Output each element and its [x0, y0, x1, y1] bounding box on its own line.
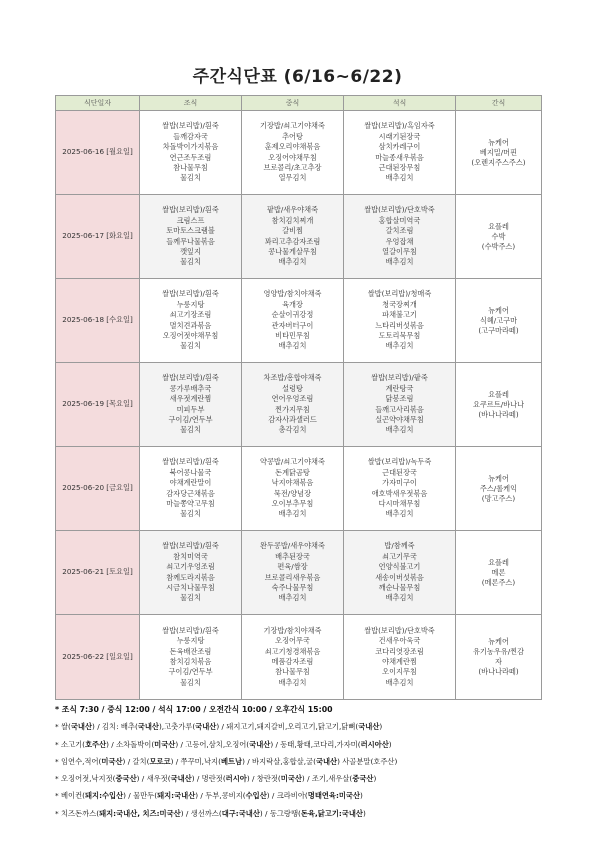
origin-text: ) 사골분말(호주산)	[337, 756, 398, 766]
breakfast-cell	[140, 531, 242, 615]
menu-item: 쌀밥(보리밥)/단호박죽	[364, 205, 435, 215]
menu-item: 누룽지탕	[176, 636, 205, 646]
origin-text: * 오징어젓,낙지젓(	[55, 774, 116, 784]
menu-item: 실곤약야채무침	[375, 414, 424, 424]
origin-country: 국내산	[137, 722, 159, 732]
menu-item: 팥밥/새우야채죽	[266, 205, 319, 215]
breakfast-cell	[140, 447, 242, 531]
origin-line	[55, 753, 555, 770]
menu-item: 배추김치	[278, 509, 307, 519]
menu-item: 청국장찌개	[382, 299, 417, 309]
menu-item: 감자사과샐러드	[268, 414, 317, 424]
snack-cell	[456, 363, 542, 447]
menu-item: 근대된장무침	[378, 162, 421, 172]
origin-line	[55, 736, 555, 753]
menu-item: 갈비찜	[282, 226, 303, 236]
origin-country: 미국산	[280, 774, 302, 784]
dinner-cell	[344, 615, 456, 700]
dinner-cell	[344, 111, 456, 195]
table-row	[56, 195, 542, 279]
origin-country: 국내산	[195, 722, 217, 732]
header-dinner: 석식	[344, 96, 456, 111]
menu-item: 쇠고기장조림	[169, 310, 212, 320]
menu-item: 물김치	[180, 341, 201, 351]
menu-item: 참나물무침	[275, 667, 310, 677]
menu-item: 쌀밥(보리밥)/청매죽	[367, 289, 432, 299]
origin-text: ) / 동태,황태,코다리,가자미(	[270, 739, 361, 749]
menu-item: 들깨감자국	[173, 131, 208, 141]
menu-item: 오이부추무침	[271, 498, 314, 508]
origin-country: 돼지:국내산	[157, 791, 196, 801]
origin-text: ) / 생선까스(	[180, 808, 222, 818]
menu-item: 요플레	[488, 221, 509, 231]
menu-item: 완두콩밥/새우야채죽	[260, 541, 325, 551]
menu-item: 육개장	[282, 299, 303, 309]
menu-item: 오징어무국	[275, 636, 310, 646]
menu-item: 들깨고사리볶음	[375, 404, 424, 414]
menu-item: 쌀밥(보리밥)/흰죽	[162, 541, 219, 551]
menu-item: 참께도라지볶음	[166, 572, 215, 582]
menu-item: 배추김치	[385, 425, 414, 435]
menu-item: 차돌박이가지볶음	[162, 142, 219, 152]
menu-item: (고구마라떼)	[478, 325, 519, 335]
origin-text: ),고춧가루(	[158, 722, 196, 732]
menu-item: 참치김치찌개	[271, 215, 314, 225]
menu-item: 닭봉조림	[385, 394, 414, 404]
menu-item: 쌀밥(보리밥)/팥죽	[371, 373, 428, 383]
menu-item: 다시마채무침	[378, 498, 421, 508]
menu-item: 도토리묵무침	[378, 330, 421, 340]
origin-line	[55, 718, 555, 735]
menu-item: 관자버터구이	[271, 320, 314, 330]
menu-item: 배추김치	[278, 341, 307, 351]
menu-item: 참치김치볶음	[169, 657, 212, 666]
menu-item: 기장밥/쇠고기야채죽	[260, 121, 325, 131]
header-snack: 간식	[456, 96, 542, 111]
menu-item: 애호박새우젓볶음	[371, 488, 428, 498]
menu-item: 배추김치	[385, 677, 414, 687]
menu-item: 들께무나물볶음	[166, 236, 215, 246]
snack-cell	[456, 279, 542, 363]
menu-item: 물김치	[180, 593, 201, 603]
menu-item: 코다리엿장조림	[375, 646, 424, 656]
origin-text: * 베이컨(	[55, 791, 85, 801]
date-cell: 2025-06-22 [일요일]	[56, 615, 140, 700]
menu-item: (메론주스)	[481, 577, 516, 587]
origin-country: 베트남	[220, 756, 243, 766]
menu-item: 누룽지탕	[176, 299, 205, 309]
origin-country: 명태연육:미국산	[307, 791, 361, 801]
origin-text: ) / 고등어,삼치,오징어(	[175, 739, 250, 749]
menu-item: 배추김치	[385, 509, 414, 519]
menu-item: 쇠고기우엉조림	[166, 562, 215, 572]
lunch-cell	[242, 195, 344, 279]
breakfast-cell	[140, 195, 242, 279]
origin-country: 중국산	[352, 774, 374, 784]
menu-item: 근대된장국	[382, 467, 417, 477]
menu-item: 홍합살미역국	[378, 215, 421, 225]
menu-item: 훈제오리야채볶음	[264, 142, 321, 152]
menu-item: 추어탕	[282, 131, 303, 141]
menu-item: 콩나물게살무침	[268, 246, 317, 256]
menu-item: 구이김/연두부	[168, 667, 213, 677]
menu-item: 요플레	[488, 389, 509, 399]
menu-item: (망고주스)	[481, 493, 516, 503]
origin-country: 대구:국내산	[221, 808, 260, 818]
menu-item: 낙지야채볶음	[271, 478, 314, 488]
header-lunch: 중식	[242, 96, 344, 111]
origin-text: )	[373, 774, 377, 784]
date-cell: 2025-06-19 [목요일]	[56, 363, 140, 447]
menu-item: 꽈리고추감자조림	[264, 236, 321, 246]
header-breakfast: 조식	[140, 96, 242, 111]
menu-item: 순살이귀강정	[271, 310, 314, 320]
origin-country: 국내산	[70, 722, 93, 732]
menu-item: 오징어야채무침	[268, 152, 317, 162]
snack-cell	[456, 447, 542, 531]
origin-country: 돼지:수입산	[84, 791, 124, 801]
menu-item: 쌀밥(보리밥)/흰죽	[162, 457, 219, 467]
menu-item: 뉴케어	[488, 305, 509, 315]
menu-item: 우엉잡채	[385, 236, 414, 246]
menu-item: 물김치	[180, 509, 201, 519]
origin-text: ) / 쭈꾸미,낙지(	[170, 756, 221, 766]
origin-country: 호주산	[84, 739, 107, 749]
origin-text: ) / 두부,콩비지(	[195, 791, 246, 801]
lunch-cell	[242, 363, 344, 447]
snack-cell	[456, 531, 542, 615]
menu-item: 뉴케어	[488, 137, 509, 147]
menu-item: 식혜/고구마	[479, 315, 518, 325]
origin-line	[55, 805, 555, 822]
origin-text: ) / 조기,새우살(	[301, 774, 353, 784]
menu-item: 파채불고기	[382, 310, 417, 320]
date-cell: 2025-06-17 [화요일]	[56, 195, 140, 279]
menu-item: 영양밥/참치야채죽	[263, 289, 322, 299]
menu-item: 브로콜리새우볶음	[264, 572, 321, 582]
menu-item: 열갈이무침	[382, 246, 417, 256]
menu-item: 깻잎지	[180, 246, 201, 256]
menu-item: 배추된장국	[275, 551, 310, 561]
origin-country: 돈육,닭고기:국내산	[300, 808, 363, 818]
snack-cell	[456, 111, 542, 195]
menu-item: 구이김/연두부	[168, 414, 213, 424]
origin-text: ) / 갈치(	[122, 756, 150, 766]
menu-item: 물김치	[180, 425, 201, 435]
dinner-cell	[344, 195, 456, 279]
menu-item: 새송이버섯볶음	[375, 572, 424, 582]
origin-text: )	[360, 791, 363, 801]
menu-item: 시래기된장국	[378, 131, 421, 141]
table-row	[56, 279, 542, 363]
table-header-row	[56, 96, 542, 111]
menu-item: 자	[495, 657, 502, 666]
menu-item: 주스/롤케익	[479, 483, 518, 493]
menu-item: (바나나라떼)	[478, 409, 519, 419]
menu-item: 베지밀/머핀	[479, 147, 518, 157]
origin-text: )	[388, 739, 392, 749]
menu-item: 배추김치	[385, 341, 414, 351]
menu-item: 마늘종새우볶음	[375, 152, 424, 162]
header-date: 식단일자	[56, 96, 140, 111]
origin-country: 수입산	[245, 791, 267, 801]
menu-item: 시금치나물무침	[166, 582, 215, 592]
origin-text: ) / 동그랑땡(	[259, 808, 301, 818]
origin-country: 러시아	[225, 774, 247, 784]
menu-item: 묵전/양념장	[273, 488, 312, 498]
table-row	[56, 531, 542, 615]
table-row	[56, 447, 542, 531]
breakfast-cell	[140, 279, 242, 363]
menu-item: 배추김치	[278, 593, 307, 603]
menu-item: 약콩밥/쇠고기야채죽	[260, 457, 325, 467]
dinner-cell	[344, 363, 456, 447]
menu-item: 설렁탕	[282, 383, 303, 393]
menu-item: 건새우아욱국	[378, 636, 421, 646]
origin-text: * 쌀(	[55, 722, 71, 732]
menu-item: 언양식불고기	[378, 562, 421, 572]
menu-item: 수박	[491, 231, 506, 241]
menu-item: 계란탕국	[385, 383, 414, 393]
dinner-cell	[344, 447, 456, 531]
menu-item: 배추김치	[385, 593, 414, 603]
menu-item: 토마토스크램블	[166, 226, 215, 236]
menu-item: 돈계닭곰탕	[275, 467, 310, 477]
menu-item: 연근조두조림	[169, 152, 212, 162]
lunch-cell	[242, 615, 344, 700]
menu-item: 비타민무침	[275, 330, 310, 340]
origin-text: ) / 소차돌박이(	[106, 739, 155, 749]
menu-item: 쌀밥(보리밥)/단호박죽	[364, 625, 435, 635]
menu-item: 참나물무침	[173, 162, 208, 172]
lunch-cell	[242, 111, 344, 195]
origin-text: * 치즈돈까스(	[55, 808, 100, 818]
origin-list	[55, 718, 555, 822]
menu-item: 야채계란찜	[382, 657, 417, 666]
menu-item: 쌀밥(보리밥)/흑임자죽	[364, 121, 435, 131]
origin-text: ) / 크라비아(	[266, 791, 308, 801]
origin-text: ) / 돼지고기,돼지갈비,오리고기,닭고기,닭뼈(	[216, 722, 359, 732]
meal-times: * 조식 7:30 / 중식 12:00 / 석식 17:00 / 오전간식 10:00 / 오후간식 15:00	[55, 705, 333, 714]
menu-item: 배추김치	[278, 677, 307, 687]
snack-cell	[456, 615, 542, 700]
menu-item: 가자미구이	[382, 478, 417, 488]
menu-item: 브로콜리/초고추장	[263, 162, 322, 172]
menu-item: 메론	[491, 567, 506, 577]
origin-country: 국내산	[315, 756, 338, 766]
origin-text: ) / 새우젓(	[136, 774, 171, 784]
date-cell: 2025-06-20 [금요일]	[56, 447, 140, 531]
weekly-menu-table	[55, 95, 542, 700]
menu-item: 삼치카레구이	[378, 142, 421, 152]
menu-item: 유기농우유/찐감	[472, 647, 525, 656]
menu-item: 연어우엉조림	[271, 394, 314, 404]
menu-item: 쌀밥(보리밥)/흰죽	[162, 625, 219, 635]
origin-country: 국내산	[358, 722, 380, 732]
menu-item: 물김치	[180, 677, 201, 687]
origin-country: 미국산	[101, 756, 123, 766]
origin-text: * 소고기(	[55, 739, 85, 749]
date-cell: 2025-06-18 [수요일]	[56, 279, 140, 363]
date-cell: 2025-06-21 [토요일]	[56, 531, 140, 615]
menu-item: 배추김치	[385, 257, 414, 267]
origin-country: 모로코	[149, 756, 171, 766]
breakfast-cell	[140, 111, 242, 195]
origin-country: 러시아산	[360, 739, 389, 749]
menu-item: 오이지무침	[382, 667, 417, 677]
menu-item: 느타리버섯볶음	[375, 320, 424, 330]
origin-text: ) / 창란젓(	[246, 774, 281, 784]
table-row	[56, 111, 542, 195]
origin-text: * 임연수,적어(	[55, 756, 102, 766]
menu-item: 밥/참께죽	[384, 541, 415, 551]
menu-item: 콩가루배추국	[169, 383, 212, 393]
origin-country: 중국산	[115, 774, 137, 784]
dinner-cell	[344, 279, 456, 363]
menu-item: 돈육배잔조림	[169, 646, 212, 656]
breakfast-cell	[140, 363, 242, 447]
menu-item: 새우젓계란찜	[169, 394, 212, 404]
menu-item: 갈치조림	[385, 226, 414, 236]
menu-item: 쌀밥(보리밥)/녹두죽	[367, 457, 432, 467]
origin-line	[55, 787, 555, 804]
origin-text: )	[362, 808, 366, 818]
menu-item: 크림스프	[176, 215, 205, 225]
menu-item: 멸치견과볶음	[169, 320, 212, 330]
menu-item: 기장밥/참치야채죽	[263, 625, 322, 635]
menu-item: 요플레	[488, 557, 509, 567]
origin-line	[55, 770, 555, 787]
notes-section	[55, 701, 555, 822]
menu-item: 쌀밥(보리밥)/흰죽	[162, 289, 219, 299]
origin-country: 미국산	[154, 739, 176, 749]
table-row	[56, 363, 542, 447]
menu-item: 차조밥/흥합야채죽	[263, 373, 322, 383]
origin-text: ) / 물만두(	[123, 791, 158, 801]
origin-text: ) / 바지락살,홍합살,굴(	[242, 756, 316, 766]
menu-item: 감자당근채볶음	[166, 488, 215, 498]
origin-text: )	[379, 722, 383, 732]
menu-item: 메품감자조림	[271, 657, 314, 666]
menu-item: 편육/쌈장	[277, 562, 308, 572]
menu-item: 배추김치	[385, 173, 414, 183]
origin-text: ) / 명란젓(	[191, 774, 226, 784]
menu-item: 쇠고기무국	[382, 551, 417, 561]
menu-item: 요쿠르트/바나나	[472, 399, 525, 409]
menu-item: 쌀밥(보리밥)/흰죽	[162, 373, 219, 383]
breakfast-cell	[140, 615, 242, 700]
menu-item: 뉴케어	[488, 473, 509, 483]
menu-item: (바나나라떼)	[478, 667, 519, 676]
lunch-cell	[242, 279, 344, 363]
origin-country: 국내산	[249, 739, 271, 749]
menu-item: 쌀밥(보리밥)/흰죽	[162, 205, 219, 215]
menu-item: 열무김치	[278, 173, 307, 183]
menu-item: 깨순나물무침	[378, 582, 421, 592]
menu-item: 총각김치	[278, 425, 307, 435]
menu-item: 물김치	[180, 257, 201, 267]
menu-item: 쇠고기청경채볶음	[264, 646, 321, 656]
lunch-cell	[242, 447, 344, 531]
dinner-cell	[344, 531, 456, 615]
menu-item: 뉴케어	[488, 637, 509, 646]
origin-text: ) / 김치: 배추(	[92, 722, 138, 732]
menu-item: 마늘쫑약고무침	[166, 498, 215, 508]
table-row	[56, 615, 542, 700]
menu-item: 참치미역국	[173, 551, 208, 561]
menu-item: 찐가지무침	[275, 404, 310, 414]
origin-country: 돼지:국내산, 치즈:미국산	[99, 808, 181, 818]
menu-item: (오렌지주스주스)	[471, 157, 526, 167]
menu-item: 오징어젓야채무침	[162, 330, 219, 340]
menu-item: 미피두부	[176, 404, 205, 414]
page-title: 주간식단표 (6/16~6/22)	[192, 67, 403, 87]
menu-item: 배추김치	[278, 257, 307, 267]
menu-item: (수박주스)	[481, 241, 516, 251]
menu-item: 물김치	[180, 173, 201, 183]
date-cell: 2025-06-16 [월요일]	[56, 111, 140, 195]
menu-item: 쌀밥(보리밥)/흰죽	[162, 121, 219, 131]
menu-item: 숙주나물무침	[271, 582, 314, 592]
origin-country: 국내산	[170, 774, 192, 784]
lunch-cell	[242, 531, 344, 615]
menu-item: 북어콩나물국	[169, 467, 212, 477]
snack-cell	[456, 195, 542, 279]
menu-item: 야채계란말이	[169, 478, 212, 488]
